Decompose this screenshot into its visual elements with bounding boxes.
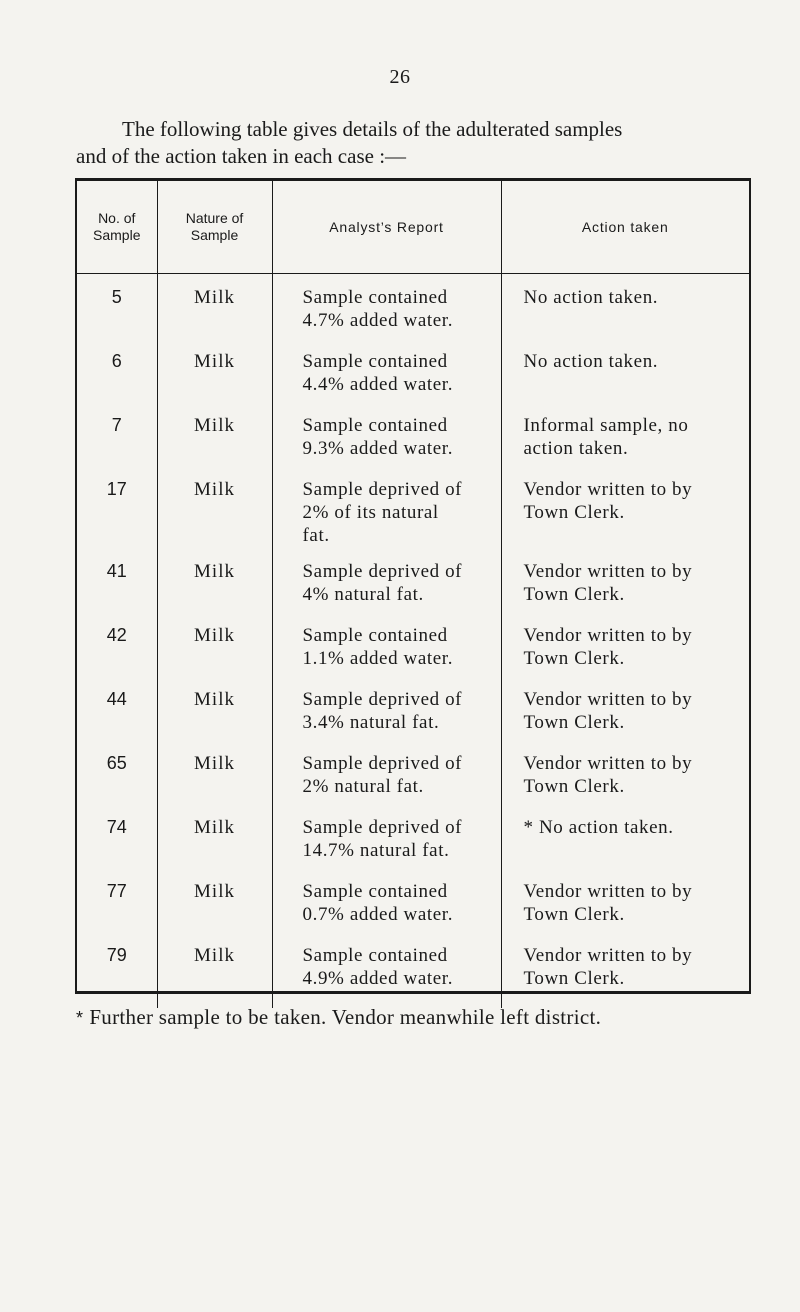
cell-action-taken (501, 350, 749, 414)
cell-nature: Milk (157, 350, 272, 414)
cell-sample-number: 6 (77, 350, 157, 414)
cell-nature: Milk (157, 752, 272, 816)
report-line: 2% of its natural (302, 502, 439, 523)
cell-analysts-report (272, 274, 501, 351)
table-row (77, 944, 749, 1008)
cell-sample-number: 5 (77, 274, 157, 351)
table-row (77, 816, 749, 880)
table-row (77, 560, 749, 624)
intro-line-1: The following table gives details of the adulterated samples (122, 117, 623, 141)
report-line: Sample contained (302, 881, 448, 902)
report-line: Sample contained (302, 945, 448, 966)
action-line: Informal sample, no (523, 415, 689, 436)
footnote-asterisk: * (76, 1008, 84, 1028)
cell-action-taken (501, 752, 749, 816)
intro-line-2: and of the action taken in each case :— (76, 144, 407, 168)
report-line: Sample contained (302, 351, 448, 372)
action-line: Town Clerk. (523, 904, 625, 925)
action-line: No action taken. (523, 287, 659, 308)
cell-action-taken (501, 624, 749, 688)
report-line: 4.4% added water. (302, 374, 454, 395)
cell-sample-number: 77 (77, 880, 157, 944)
report-line: Sample deprived of (302, 753, 463, 774)
cell-sample-number: 74 (77, 816, 157, 880)
cell-analysts-report (272, 350, 501, 414)
cell-sample-number: 17 (77, 478, 157, 560)
report-line: 9.3% added water. (302, 438, 454, 459)
action-line: Town Clerk. (523, 776, 625, 797)
report-line: Sample deprived of (302, 817, 463, 838)
footnote-text: Further sample to be taken. Vendor meanwhile left district. (89, 1005, 602, 1029)
cell-nature: Milk (157, 816, 272, 880)
table-row (77, 688, 749, 752)
action-line: Town Clerk. (523, 712, 625, 733)
cell-analysts-report (272, 624, 501, 688)
header-analysts-report: Analyst’s Report (272, 181, 501, 274)
cell-action-taken (501, 944, 749, 1008)
cell-nature: Milk (157, 624, 272, 688)
report-line: Sample deprived of (302, 561, 463, 582)
action-line: Vendor written to by (523, 689, 693, 710)
report-line: 4.9% added water. (302, 968, 454, 989)
report-line: Sample contained (302, 415, 448, 436)
cell-action-taken (501, 688, 749, 752)
cell-nature: Milk (157, 880, 272, 944)
cell-nature: Milk (157, 414, 272, 478)
action-line: Vendor written to by (523, 625, 693, 646)
cell-analysts-report (272, 414, 501, 478)
report-line: 14.7% natural fat. (302, 840, 450, 861)
report-line: Sample deprived of (302, 479, 463, 500)
report-line: fat. (302, 525, 330, 546)
cell-sample-number: 41 (77, 560, 157, 624)
report-line: 4% natural fat. (302, 584, 424, 605)
table-row (77, 274, 749, 351)
intro-paragraph (76, 116, 776, 170)
report-line: Sample contained (302, 287, 448, 308)
action-line: Vendor written to by (523, 945, 693, 966)
table-row (77, 752, 749, 816)
cell-nature: Milk (157, 274, 272, 351)
page-number: 26 (389, 66, 411, 88)
action-line: Town Clerk. (523, 648, 625, 669)
action-line: No action taken. (523, 351, 659, 372)
action-line: Town Clerk. (523, 968, 625, 989)
cell-nature: Milk (157, 478, 272, 560)
header-sample-number: No. of Sample (77, 181, 157, 274)
cell-sample-number: 65 (77, 752, 157, 816)
cell-analysts-report (272, 478, 501, 560)
report-line: Sample contained (302, 625, 448, 646)
cell-sample-number: 42 (77, 624, 157, 688)
table-row (77, 414, 749, 478)
cell-action-taken (501, 274, 749, 351)
cell-sample-number: 44 (77, 688, 157, 752)
cell-sample-number: 7 (77, 414, 157, 478)
action-line: Vendor written to by (523, 561, 693, 582)
table-header-row (77, 181, 749, 274)
cell-analysts-report (272, 816, 501, 880)
report-line: Sample deprived of (302, 689, 463, 710)
cell-nature: Milk (157, 688, 272, 752)
header-nature-of-sample: Nature of Sample (157, 181, 272, 274)
action-line: Town Clerk. (523, 584, 625, 605)
cell-nature: Milk (157, 560, 272, 624)
cell-sample-number: 79 (77, 944, 157, 1008)
action-line: Town Clerk. (523, 502, 625, 523)
table-row (77, 350, 749, 414)
report-line: 1.1% added water. (302, 648, 454, 669)
report-line: 4.7% added water. (302, 310, 454, 331)
report-line: 0.7% added water. (302, 904, 454, 925)
cell-action-taken (501, 478, 749, 560)
cell-analysts-report (272, 880, 501, 944)
cell-nature: Milk (157, 944, 272, 1008)
cell-analysts-report (272, 560, 501, 624)
action-line: action taken. (523, 438, 629, 459)
table-row (77, 880, 749, 944)
cell-analysts-report (272, 752, 501, 816)
adulterated-samples-table (75, 178, 751, 994)
action-line: * No action taken. (523, 817, 674, 838)
footnote (76, 1005, 776, 1030)
action-line: Vendor written to by (523, 881, 693, 902)
cell-analysts-report (272, 944, 501, 1008)
header-action-taken: Action taken (501, 181, 749, 274)
table-row (77, 624, 749, 688)
action-line: Vendor written to by (523, 479, 693, 500)
report-line: 3.4% natural fat. (302, 712, 440, 733)
action-line: Vendor written to by (523, 753, 693, 774)
table-row (77, 478, 749, 560)
cell-analysts-report (272, 688, 501, 752)
report-line: 2% natural fat. (302, 776, 424, 797)
cell-action-taken (501, 880, 749, 944)
cell-action-taken (501, 560, 749, 624)
cell-action-taken (501, 816, 749, 880)
cell-action-taken (501, 414, 749, 478)
